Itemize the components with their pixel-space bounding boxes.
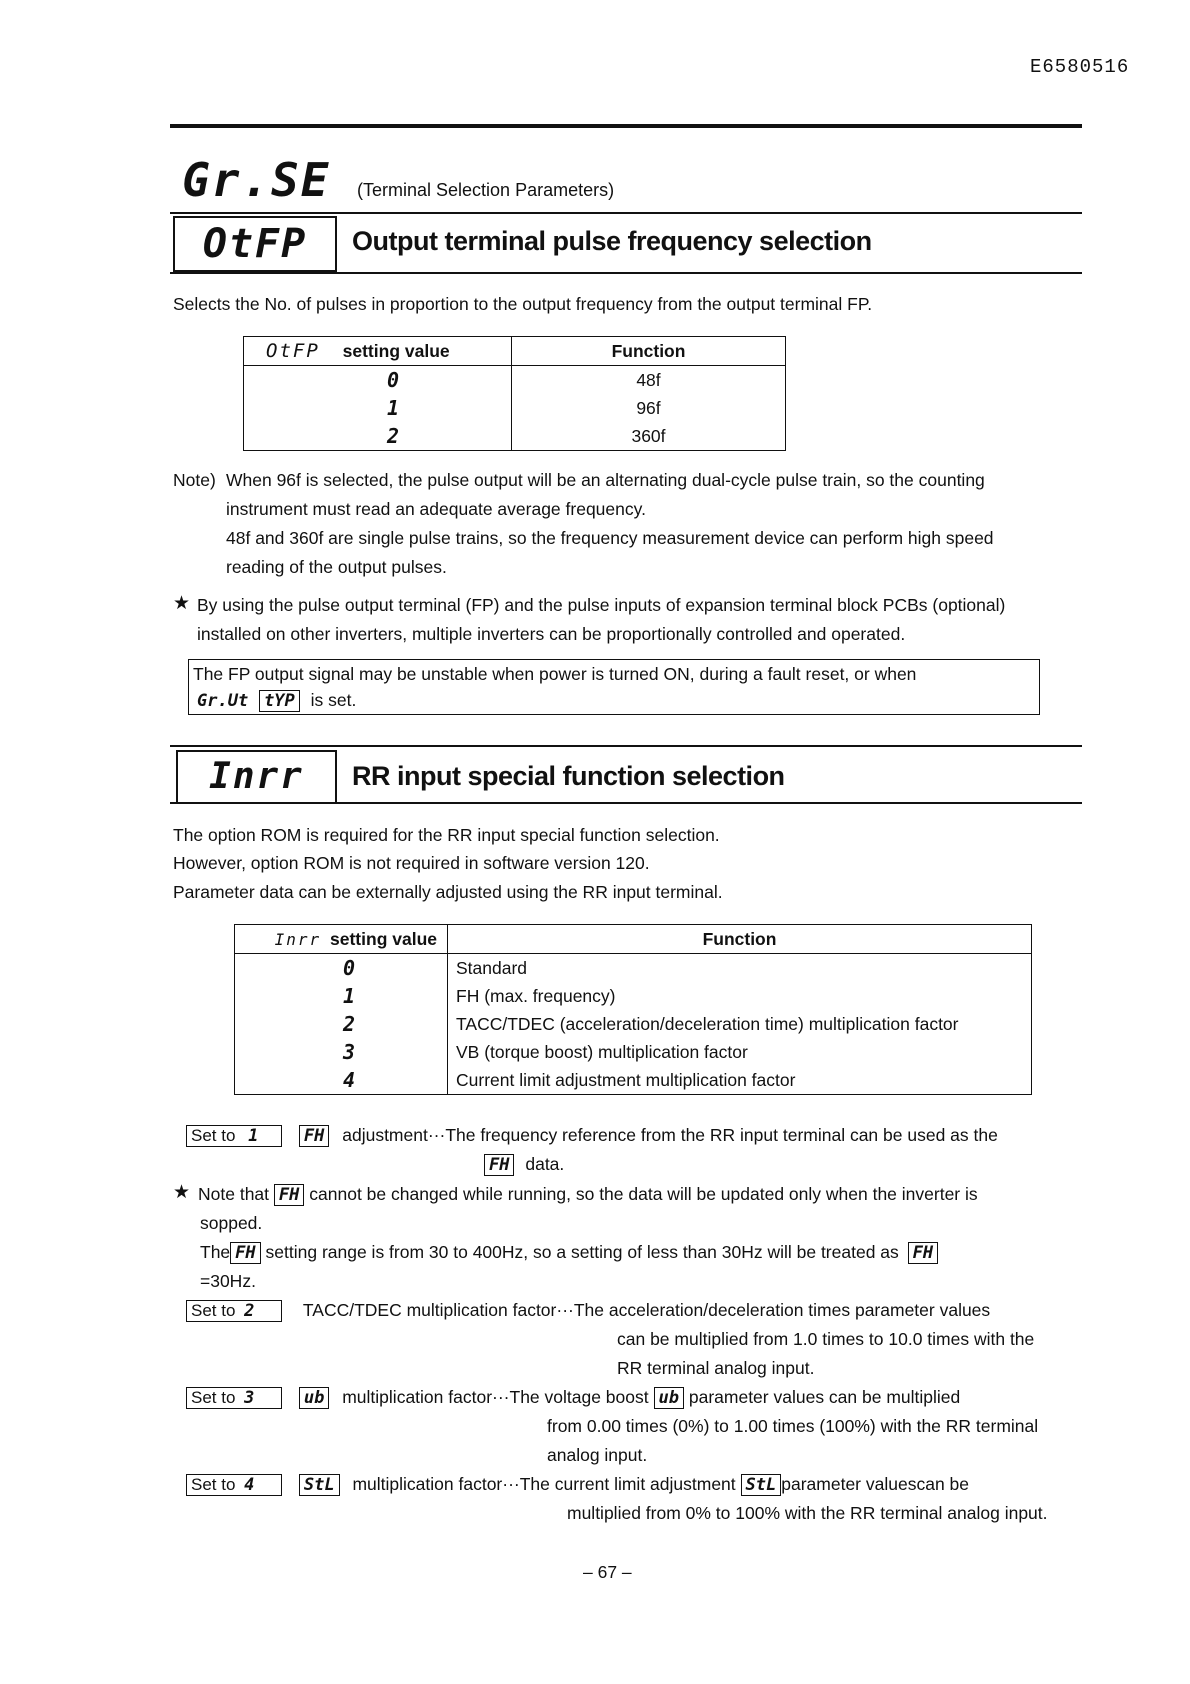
section1-top-rule: [170, 212, 1082, 214]
warning-line-2: [197, 689, 356, 712]
fh-param-box: FH: [908, 1242, 938, 1264]
table-cell-function: 96f: [512, 394, 786, 422]
table-cell-value: 1: [244, 394, 512, 422]
section2-title: RR input special function selection: [352, 761, 785, 791]
note-that-prefix: Note that: [198, 1184, 270, 1204]
set-to-4-text: multiplication factor···The current limit adjustment: [352, 1474, 736, 1494]
section2-top-rule: [170, 745, 1082, 747]
set-to-3-line-2: from 0.00 times (0%) to 1.00 times (100%) with the RR terminal: [547, 1416, 1039, 1436]
set-to-3-row: [186, 1386, 960, 1409]
star-line: installed on other inverters, multiple inverters can be proportionally controlled and operated.: [197, 624, 906, 644]
note-that-line-2: sopped.: [200, 1213, 263, 1233]
star-line: By using the pulse output terminal (FP) and the pulse inputs of expansion terminal block PCBs (optional): [197, 595, 1006, 615]
section2-intro-line: The option ROM is required for the RR input special function selection.: [173, 825, 720, 845]
section2-code-box: [176, 750, 337, 804]
note-line: When 96f is selected, the pulse output will be an alternating dual-cycle pulse train, so the counting: [226, 470, 985, 490]
section1-table: [243, 336, 786, 451]
section2-intro-line: Parameter data can be externally adjusted using the RR input terminal.: [173, 882, 723, 902]
table-cell-function: Current limit adjustment multiplication factor: [448, 1066, 1032, 1095]
note-that-line: [198, 1183, 978, 1206]
table-cell-value: 1: [235, 982, 448, 1010]
table-row: [235, 1038, 1032, 1066]
table-row: [235, 954, 1032, 983]
warning-group-code: Gr.Ut: [197, 691, 249, 711]
table-cell-function: Standard: [448, 954, 1032, 983]
section1-title: Output terminal pulse frequency selection: [352, 226, 872, 256]
ub-param-box: ub: [299, 1387, 329, 1409]
table-row: [244, 366, 786, 395]
set-to-1-cont-text: data.: [525, 1154, 565, 1174]
set-to-3-box: [186, 1387, 282, 1409]
note-prefix: Note): [173, 470, 216, 490]
set-to-1-cont: [484, 1153, 564, 1176]
fh-param-box: FH: [274, 1184, 304, 1206]
table-cell-function: FH (max. frequency): [448, 982, 1032, 1010]
section2-bottom-rule: [170, 802, 1082, 804]
table-cell-function: TACC/TDEC (acceleration/deceleration time) multiplication factor: [448, 1010, 1032, 1038]
table-header-value-label: setting value: [342, 341, 450, 361]
note-that-text: cannot be changed while running, so the data will be updated only when the inverter is: [309, 1184, 978, 1204]
table-row: [235, 1066, 1032, 1095]
set-to-4-row: [186, 1473, 969, 1496]
table-header-function: Function: [448, 925, 1032, 954]
set-to-2-line-3: RR terminal analog input.: [617, 1358, 815, 1378]
set-to-2-line-2: can be multiplied from 1.0 times to 10.0 times with the: [617, 1329, 1035, 1349]
note-that-the: The: [200, 1242, 231, 1262]
table-cell-value: 0: [244, 366, 512, 395]
set-to-1-text: adjustment···The frequency reference from the RR input terminal can be used as the: [342, 1125, 998, 1145]
section1-intro: Selects the No. of pulses in proportion to the output frequency from the output terminal FP.: [173, 294, 873, 314]
set-to-value: 3: [244, 1388, 255, 1408]
set-to-2-box: [186, 1300, 282, 1322]
set-to-value: 2: [244, 1301, 255, 1321]
set-to-label: Set to: [191, 1388, 236, 1407]
note-line: 48f and 360f are single pulse trains, so the frequency measurement device can perform high speed: [226, 528, 994, 548]
fh-param-box: FH: [299, 1125, 329, 1147]
set-to-1-row: [186, 1124, 998, 1147]
warning-param-code: tYP: [259, 690, 300, 712]
note-that-line-3: [200, 1241, 938, 1264]
set-to-4-box: [186, 1474, 282, 1496]
table-header-value-label: setting value: [330, 928, 437, 949]
warning-box: [188, 659, 1040, 715]
set-to-label: Set to: [191, 1126, 236, 1145]
stl-param-box: StL: [299, 1474, 340, 1496]
table-cell-value: 3: [235, 1038, 448, 1066]
table-row: [244, 422, 786, 451]
table-header-code: Inrr: [274, 929, 322, 949]
table-cell-value: 0: [235, 954, 448, 983]
ub-param-box: ub: [654, 1387, 684, 1409]
set-to-4-text-b: parameter valuescan be: [781, 1474, 969, 1494]
document-number: E6580516: [1030, 56, 1130, 78]
table-header-setting: [235, 925, 448, 954]
star-icon: ★: [173, 593, 191, 614]
table-cell-function: 48f: [512, 366, 786, 395]
section1-bottom-rule: [170, 272, 1082, 274]
page-number: – 67 –: [583, 1562, 632, 1582]
table-row: [244, 394, 786, 422]
section2-code: Inrr: [209, 756, 304, 797]
table-cell-value: 2: [235, 1010, 448, 1038]
table-cell-function: 360f: [512, 422, 786, 451]
table-header-setting: [244, 337, 512, 366]
set-to-3-text-b: parameter values can be multiplied: [688, 1387, 961, 1407]
table-cell-function: VB (torque boost) multiplication factor: [448, 1038, 1032, 1066]
set-to-2-text: TACC/TDEC multiplication factor···The acceleration/deceleration times parameter values: [302, 1300, 991, 1320]
fh-param-box: FH: [230, 1242, 260, 1264]
fh-param-box: FH: [484, 1154, 514, 1176]
note-line: reading of the output pulses.: [226, 557, 447, 577]
section2-intro-line: However, option ROM is not required in software version 120.: [173, 853, 650, 873]
table-row: [235, 1010, 1032, 1038]
star-icon: ★: [173, 1182, 191, 1203]
note-that-range: setting range is from 30 to 400Hz, so a setting of less than 30Hz will be treated as: [265, 1242, 899, 1262]
note-that-line-4: =30Hz.: [200, 1271, 256, 1291]
section1-code-box: [173, 216, 337, 272]
set-to-label: Set to: [191, 1475, 236, 1494]
table-header-function: Function: [512, 337, 786, 366]
table-cell-value: 4: [235, 1066, 448, 1095]
set-to-value: 1: [248, 1126, 259, 1146]
table-row: [235, 982, 1032, 1010]
table-header-code: OtFP: [266, 340, 320, 362]
set-to-4-line-2: multiplied from 0% to 100% with the RR terminal analog input.: [567, 1503, 1048, 1523]
section2-table: [234, 924, 1032, 1095]
table-header: [244, 337, 786, 366]
top-rule: [170, 124, 1082, 128]
warning-tail: is set.: [310, 690, 357, 710]
set-to-3-line-3: analog input.: [547, 1445, 648, 1465]
note-line: instrument must read an adequate average frequency.: [226, 499, 646, 519]
table-cell-value: 2: [244, 422, 512, 451]
set-to-2-row: [186, 1299, 990, 1322]
stl-param-box: StL: [741, 1474, 782, 1496]
table-header: [235, 925, 1032, 954]
section1-code: OtFP: [202, 221, 308, 267]
warning-line: The FP output signal may be unstable when power is turned ON, during a fault reset, or when: [193, 664, 917, 684]
set-to-1-box: [186, 1125, 282, 1147]
set-to-value: 4: [244, 1475, 255, 1495]
group-code: Gr.SE: [182, 153, 331, 207]
set-to-3-text: multiplication factor···The voltage boost: [342, 1387, 649, 1407]
group-label: (Terminal Selection Parameters): [357, 180, 615, 200]
set-to-label: Set to: [191, 1301, 236, 1320]
